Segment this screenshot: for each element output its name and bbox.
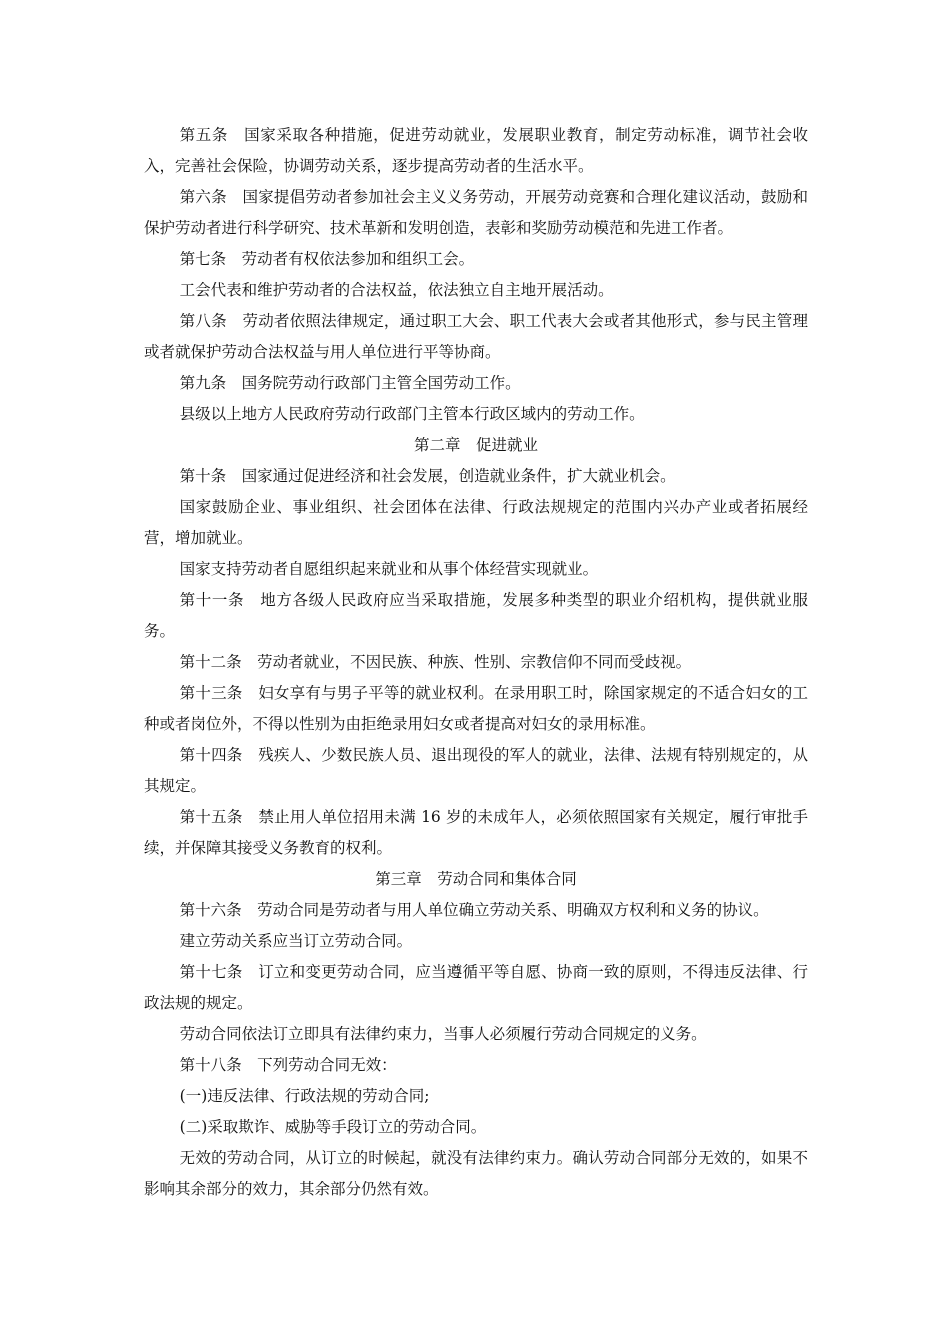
article-9: 第九条 国务院劳动行政部门主管全国劳动工作。 (179, 374, 521, 392)
chapter-3-heading: 第三章 劳动合同和集体合同 (375, 870, 577, 888)
article-10: 第十条 国家通过促进经济和社会发展，创造就业条件，扩大就业机会。 (179, 467, 676, 485)
article-11: 第十一条 地方各级人民政府应当采取措施，发展多种类型的职业介绍机构，提供就业服务。 (144, 591, 808, 640)
article-8: 第八条 劳动者依照法律规定，通过职工大会、职工代表大会或者其他形式，参与民主管理或者就保护劳动合法权益与用人单位进行平等协商。 (144, 312, 808, 361)
article-18-item-1: (一)违反法律、行政法规的劳动合同; (179, 1087, 430, 1105)
article-18: 第十八条 下列劳动合同无效： (179, 1056, 397, 1074)
article-9-clause: 县级以上地方人民政府劳动行政部门主管本行政区域内的劳动工作。 (179, 405, 645, 423)
article-16: 第十六条 劳动合同是劳动者与用人单位确立劳动关系、明确双方权利和义务的协议。 (179, 901, 769, 919)
article-18-clause: 无效的劳动合同，从订立的时候起，就没有法律约束力。确认劳动合同部分无效的，如果不影响其余部分的效力，其余部分仍然有效。 (144, 1149, 808, 1198)
article-12: 第十二条 劳动者就业，不因民族、种族、性别、宗教信仰不同而受歧视。 (179, 653, 692, 671)
article-18-item-2: (二)采取欺诈、威胁等手段订立的劳动合同。 (179, 1118, 487, 1136)
article-13: 第十三条 妇女享有与男子平等的就业权利。在录用职工时，除国家规定的不适合妇女的工种或者岗位外，不得以性别为由拒绝录用妇女或者提高对妇女的录用标准。 (144, 684, 808, 733)
article-5: 第五条 国家采取各种措施，促进劳动就业，发展职业教育，制定劳动标准，调节社会收入，完善社会保险，协调劳动关系，逐步提高劳动者的生活水平。 (144, 126, 808, 175)
article-10-clause-3: 国家支持劳动者自愿组织起来就业和从事个体经营实现就业。 (179, 560, 599, 578)
chapter-2-heading: 第二章 促进就业 (413, 436, 538, 454)
article-16-clause: 建立劳动关系应当订立劳动合同。 (179, 932, 413, 950)
article-17: 第十七条 订立和变更劳动合同，应当遵循平等自愿、协商一致的原则，不得违反法律、行政法规的规定。 (144, 963, 808, 1012)
article-6: 第六条 国家提倡劳动者参加社会主义义务劳动，开展劳动竞赛和合理化建议活动，鼓励和保护劳动者进行科学研究、技术革新和发明创造，表彰和奖励劳动模范和先进工作者。 (144, 188, 808, 237)
article-15: 第十五条 禁止用人单位招用未满 16 岁的未成年人，必须依照国家有关规定，履行审批手续，并保障其接受义务教育的权利。 (144, 808, 808, 857)
article-14: 第十四条 残疾人、少数民族人员、退出现役的军人的就业，法律、法规有特别规定的，从其规定。 (144, 746, 808, 795)
article-10-clause-2: 国家鼓励企业、事业组织、社会团体在法律、行政法规规定的范围内兴办产业或者拓展经营，增加就业。 (144, 498, 808, 547)
article-7: 第七条 劳动者有权依法参加和组织工会。 (179, 250, 475, 268)
article-17-clause: 劳动合同依法订立即具有法律约束力，当事人必须履行劳动合同规定的义务。 (179, 1025, 707, 1043)
document-page (144, 120, 808, 1205)
article-7-clause: 工会代表和维护劳动者的合法权益，依法独立自主地开展活动。 (179, 281, 614, 299)
